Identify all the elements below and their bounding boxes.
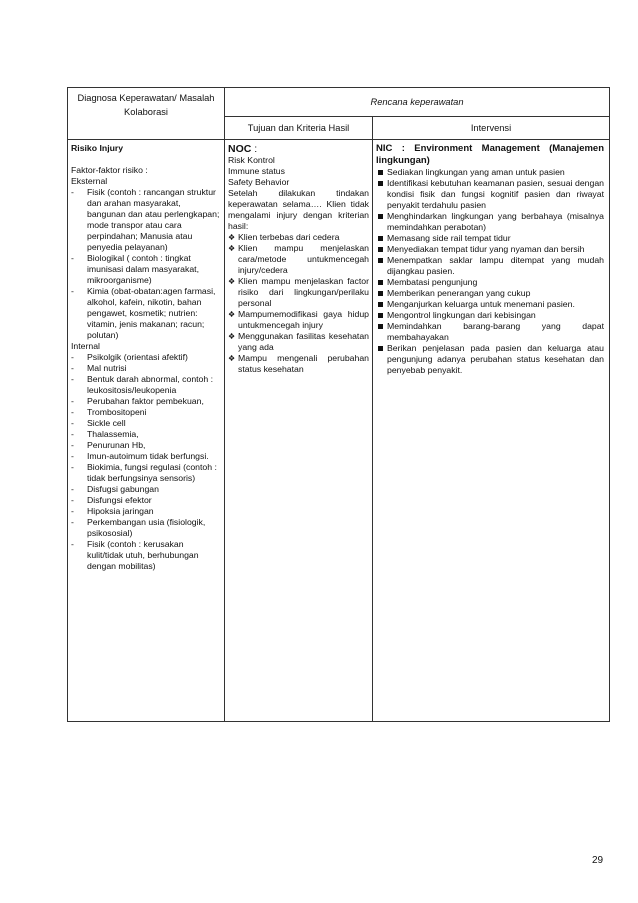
nic-item-text: Berikan penjelasan pada pasien dan keluarga atau pengunjung adanya perubahan status kesehatan dan penyebab penyakit.: [387, 343, 605, 375]
dash-marker: -: [71, 396, 74, 406]
dash-marker: -: [71, 286, 74, 296]
dash-marker: -: [71, 352, 74, 362]
intervention-header: Intervensi: [373, 116, 610, 139]
criteria-item-text: Mampu mengenali perubahan status kesehatan: [238, 353, 369, 374]
internal-factor: [71, 352, 221, 363]
external-factor-text: Biologikal ( contoh : tingkat imunisasi dalam masyarakat, mikroorganisme): [87, 253, 200, 285]
criteria-item: [228, 276, 369, 309]
noc-label: NOC: [228, 143, 252, 155]
criteria-item-text: Mampumemodifikasi gaya hidup untukmencegah injury: [238, 309, 369, 330]
nic-item: [376, 299, 604, 310]
nic-list: [376, 167, 604, 376]
external-label: Eksternal: [71, 176, 108, 186]
internal-factors-list: [71, 352, 221, 572]
square-bullet-icon: [378, 247, 383, 252]
nic-item-text: Menghindarkan lingkungan yang berbahaya (misalnya memindahkan perabotan): [387, 211, 605, 232]
internal-factor: [71, 495, 221, 506]
internal-factor: [71, 429, 221, 440]
square-bullet-icon: [378, 181, 383, 186]
criteria-item: [228, 243, 369, 276]
diamond-bullet-icon: ❖: [228, 354, 236, 363]
criteria-item-text: Klien mampu menjelaskan factor risiko dari lingkungan/perilaku personal: [238, 276, 369, 308]
internal-factor: [71, 517, 221, 539]
dash-marker: -: [71, 484, 74, 494]
noc-title: [228, 143, 369, 155]
internal-factor: [71, 396, 221, 407]
nic-item: [376, 167, 604, 178]
noc-line: Risk Kontrol: [228, 155, 275, 165]
internal-factor: [71, 374, 221, 396]
care-plan-table: [67, 87, 610, 722]
nic-item-text: Membatasi pengunjung: [387, 277, 478, 287]
diagnosis-header: Diagnosa Keperawatan/ Masalah Kolaborasi: [68, 88, 225, 140]
noc-cell: [225, 140, 373, 722]
internal-factor-text: Disfungsi efektor: [87, 495, 152, 505]
dash-marker: -: [71, 517, 74, 527]
internal-factor-text: Penurunan Hb,: [87, 440, 146, 450]
nic-item-text: Identifikasi kebutuhan keamanan pasien, sesuai dengan kondisi fisik dan fungsi kognitif pasien dan riwayat penyakit terdahulu pasien: [387, 178, 605, 210]
nic-item: [376, 255, 604, 277]
internal-label: Internal: [71, 341, 100, 351]
nic-item: [376, 277, 604, 288]
diamond-bullet-icon: ❖: [228, 233, 236, 242]
nic-item-text: Mengontrol lingkungan dari kebisingan: [387, 310, 536, 320]
nic-item: [376, 244, 604, 255]
dash-marker: -: [71, 407, 74, 417]
noc-line: Safety Behavior: [228, 177, 290, 187]
nic-item: [376, 233, 604, 244]
nic-item: [376, 288, 604, 299]
internal-factor-text: Perubahan faktor pembekuan,: [87, 396, 204, 406]
internal-factor-text: Fisik (contoh : kerusakan kulit/tidak utuh, berhubungan dengan mobilitas): [87, 539, 199, 571]
dash-marker: -: [71, 187, 74, 197]
noc-colon: :: [251, 143, 258, 155]
internal-factor: [71, 407, 221, 418]
nic-item-text: Memasang side rail tempat tidur: [387, 233, 511, 243]
square-bullet-icon: [378, 302, 383, 307]
criteria-item-text: Klien terbebas dari cedera: [238, 232, 340, 242]
content-row: [68, 140, 610, 722]
nic-title: NIC : Environment Management (Manajemen lingkungan): [376, 143, 605, 166]
external-factor-text: Kimia (obat-obatan:agen farmasi, alkohol, kafein, nikotin, bahan pengawet, kosmetik; nutrien: vitamin, jenis makanan; racun; polutan): [87, 286, 216, 340]
noc-line: Immune status: [228, 166, 285, 176]
internal-factor-text: Thalassemia,: [87, 429, 139, 439]
internal-factor: [71, 363, 221, 374]
internal-factor: [71, 506, 221, 517]
internal-factor-text: Mal nutrisi: [87, 363, 127, 373]
nic-item: [376, 211, 604, 233]
internal-factor-text: Trombositopeni: [87, 407, 147, 417]
internal-factor: [71, 440, 221, 451]
internal-factor-text: Perkembangan usia (fisiologik, psikososial): [87, 517, 206, 538]
nic-item-text: Sediakan lingkungan yang aman untuk pasien: [387, 167, 565, 177]
diamond-bullet-icon: ❖: [228, 310, 236, 319]
internal-factor-text: Sickle cell: [87, 418, 126, 428]
dash-marker: -: [71, 429, 74, 439]
square-bullet-icon: [378, 346, 383, 351]
internal-factor: [71, 462, 221, 484]
internal-factor-text: Imun-autoimum tidak berfungsi.: [87, 451, 209, 461]
dash-marker: -: [71, 506, 74, 516]
square-bullet-icon: [378, 324, 383, 329]
criteria-item-text: Menggunakan fasilitas kesehatan yang ada: [238, 331, 369, 352]
noc-goal: Setelah dilakukan tindakan keperawatan selama…. Klien tidak mengalami injury dengan kriterian hasil:: [228, 188, 369, 231]
internal-factor-text: Psikolgik (orientasi afektif): [87, 352, 188, 362]
page-number: 29: [592, 855, 604, 866]
nic-item-text: Menempatkan saklar lampu ditempat yang mudah dijangkau pasien.: [387, 255, 605, 276]
dash-marker: -: [71, 451, 74, 461]
nic-item-text: Menganjurkan keluarga untuk menemani pasien.: [387, 299, 575, 309]
criteria-item: [228, 331, 369, 353]
nic-item: [376, 343, 604, 376]
dash-marker: -: [71, 495, 74, 505]
nic-cell: [373, 140, 610, 722]
internal-factor-text: Disfugsi gabungan: [87, 484, 159, 494]
dash-marker: -: [71, 418, 74, 428]
risk-factors-label: Faktor-faktor risiko :: [71, 165, 148, 175]
internal-factor-text: Hipoksia jaringan: [87, 506, 154, 516]
criteria-item-text: Klien mampu menjelaskan cara/metode untukmencegah injury/cedera: [238, 243, 369, 275]
nic-item: [376, 310, 604, 321]
nic-item-text: Memberikan penerangan yang cukup: [387, 288, 531, 298]
dash-marker: -: [71, 253, 74, 263]
dash-marker: -: [71, 462, 74, 472]
internal-factor: [71, 484, 221, 495]
criteria-item: [228, 309, 369, 331]
nic-item-text: Menyediakan tempat tidur yang nyaman dan bersih: [387, 244, 585, 254]
diamond-bullet-icon: ❖: [228, 277, 236, 286]
square-bullet-icon: [378, 280, 383, 285]
goals-header: Tujuan dan Kriteria Hasil: [225, 116, 373, 139]
criteria-item: [228, 232, 369, 243]
internal-factor: [71, 451, 221, 462]
dash-marker: -: [71, 363, 74, 373]
internal-factor: [71, 539, 221, 572]
square-bullet-icon: [378, 214, 383, 219]
nic-item: [376, 321, 604, 343]
dash-marker: -: [71, 440, 74, 450]
header-row: [68, 88, 610, 117]
diamond-bullet-icon: ❖: [228, 332, 236, 341]
nic-item: [376, 178, 604, 211]
diamond-bullet-icon: ❖: [228, 244, 236, 253]
square-bullet-icon: [378, 291, 383, 296]
external-factor: [71, 286, 221, 341]
plan-header: Rencana keperawatan: [225, 88, 610, 117]
nic-item-text: Memindahkan barang-barang yang dapat membahayakan: [387, 321, 605, 342]
square-bullet-icon: [378, 258, 383, 263]
external-factor: [71, 187, 221, 253]
internal-factor: [71, 418, 221, 429]
square-bullet-icon: [378, 236, 383, 241]
criteria-item: [228, 353, 369, 375]
criteria-list: [228, 232, 369, 375]
internal-factor-text: Biokimia, fungsi regulasi (contoh : tidak berfungsinya sensoris): [87, 462, 217, 483]
diagnosis-title: Risiko Injury: [71, 143, 124, 153]
external-factor: [71, 253, 221, 286]
diagnosis-cell: [68, 140, 225, 722]
internal-factor-text: Bentuk darah abnormal, contoh : leukositosis/leukopenia: [87, 374, 214, 395]
external-factor-text: Fisik (contoh : rancangan struktur dan arahan masyarakat, bangunan dan atau perlengkapan; mode transpor atau cara perpindahan; Manusia atau penyedia pelayanan): [87, 187, 220, 252]
square-bullet-icon: [378, 313, 383, 318]
dash-marker: -: [71, 539, 74, 549]
external-factors-list: [71, 187, 221, 341]
dash-marker: -: [71, 374, 74, 384]
square-bullet-icon: [378, 170, 383, 175]
